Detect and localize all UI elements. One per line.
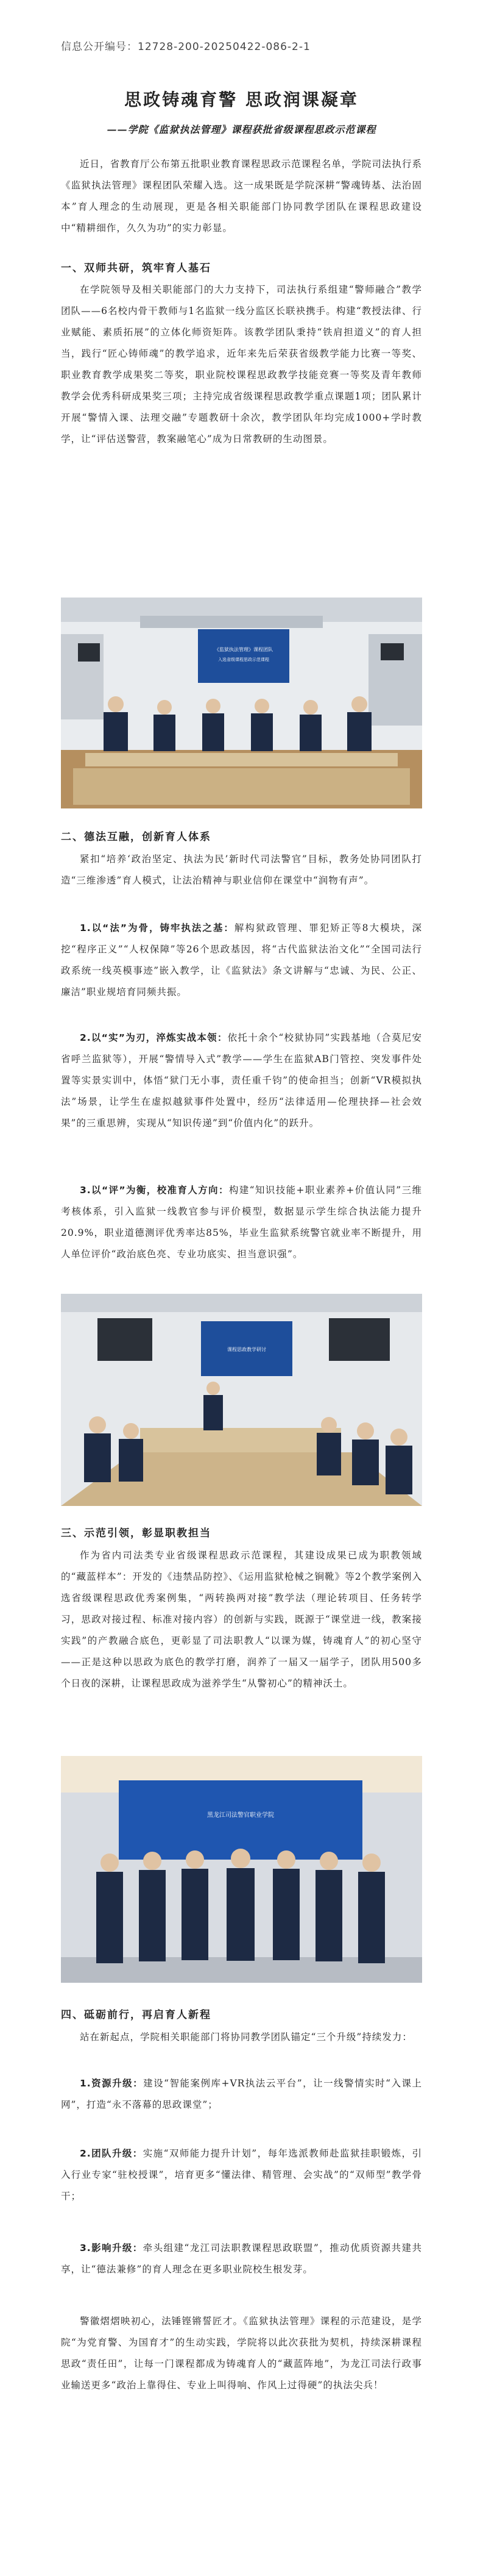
section2-point2: 2.以“实”为刃，淬炼实战本领：依托十余个“校狱协同”实践基地（合莫尼安省呼兰监狱等），开展“警情导入式”教学——学生在监狱AB门管控、突发事件处置等实景实训中，体悟“狱门无小事，责任重千钧”的使命担当；创新“VR模拟执法”场景，让学生在虚拟越狱事件处置中，经历“法律适用—伦理抉择—社会效果”的三重思辨，实现从“知识传递”到“价值内化”的跃升。 xyxy=(61,1032,422,1129)
section4-intro: 站在新起点，学院相关职能部门将协同教学团队锚定“三个升级”持续发力： xyxy=(80,2032,412,2043)
photo-classroom xyxy=(61,1294,422,1506)
section1-heading: 一、双师共研，筑牢育人基石 xyxy=(61,262,211,274)
section2-point1: 1.以“法”为骨，铸牢执法之基：解构狱政管理、罪犯矫正等8大模块，深挖“程序正义”“人权保障”等26个思政基因，将“古代监狱法治文化”“全国司法行政系统一线英模事迹”嵌入教学，让《监狱法》条文讲解与“忠诚、为民、公正、廉洁”职业规培育同频共振。 xyxy=(61,922,422,997)
article-subtitle: ——学院《监狱执法管理》课程获批省级课程思政示范课程 xyxy=(107,124,376,135)
screen-title-3: 黑龙江司法警官职业学院 xyxy=(207,1812,274,1819)
section2-heading: 二、德法互融，创新育人体系 xyxy=(61,831,211,843)
section4-heading: 四、砥砺前行，再启育人新程 xyxy=(61,2009,211,2021)
info-number: 信息公开编号：12728-200-20250422-086-2-1 xyxy=(61,41,311,53)
screen-title-2: 课程思政教学研讨 xyxy=(227,1347,266,1352)
screen-sub-1: 入选省级课程思政示范课程 xyxy=(218,657,269,662)
section1-paragraph: 在学院领导及相关职能部门的大力支持下，司法执行系组建“警师融合”教学团队——6名校内骨干教师与1名监狱一线分监区长联袂携手。构建“教授法律、行业赋能、素质拓展”的立体化师资矩阵。该教学团队秉持“铁肩担道义”的育人担当，践行“匠心铸师魂”的教学追求，近年来先后荣获省级教学能力比赛一等奖、职业教育教学成果奖二等奖，职业院校课程思政教学技能竞赛一等奖及青年教师教学会优秀科研成果奖三项；主持完成省级课程思政教学重点课题1项；团队累计开展“警情入课、法理交融”专题教研十余次，教学团队年均完成1000+学时教学，让“评估送警营，教案融笔心”成为日常教研的生动图景。 xyxy=(61,284,422,444)
article-title: 思政铸魂育警 思政润课凝章 xyxy=(124,90,359,110)
section2-point3: 3.以“评”为衡，校准育人方向：构建“知识技能+职业素养+价值认同”三维考核体系，引入监狱一线教官参与评价模型，数据显示学生综合执法能力提升20.9%，职业道德测评优秀率达85%，毕业生监狱系统警官就业率不断提升，用人单位评价“政治底色亮、专业功底实、担当意识强”。 xyxy=(61,1185,422,1260)
section3-heading: 三、示范引领，彰显职教担当 xyxy=(61,1527,211,1540)
section4-point2: 2.团队升级：实施“双师能力提升计划”，每年选派教师赴监狱挂职锻炼，引入行业专家“驻校授课”，培育更多“懂法律、精管理、会实战”的“双师型”教学骨干； xyxy=(61,2148,422,2202)
intro-paragraph: 近日，省教育厅公布第五批职业教育课程思政示范课程名单，学院司法执行系《监狱执法管理》课程团队荣耀入选。这一成果既是学院深耕“警魂铸基、法治固本”育人理念的生动展现，更是各相关职能部门协同教学团队在课程思政建设中“精耕细作，久久为功”的实力彰显。 xyxy=(61,159,422,234)
section4-point1: 1.资源升级：建设“智能案例库+VR执法云平台”，让一线警情实时“入课上网”，打造“永不落幕的思政课堂”； xyxy=(61,2078,422,2110)
section2-intro: 紧扣“培养‘政治坚定、执法为民’新时代司法警官”目标，教务处协同团队打造“三维渗透”育人模式，让法治精神与职业信仰在课堂中“润物有声”。 xyxy=(61,854,422,886)
screen-title-1: 《监狱执法管理》课程团队 xyxy=(214,647,273,652)
closing-paragraph: 警徽熠熠映初心，法锤铿锵誓匠才。《监狱执法管理》课程的示范建设，是学院“为党育警、为国育才”的生动实践，学院将以此次获批为契机，持续深耕课程思政“责任田”，让每一门课程都成为铸魂育人的“藏蓝阵地”，为龙江司法行政事业输送更多“政治上靠得住、专业上叫得响、作风上过得硬”的执法尖兵！ xyxy=(61,2316,422,2391)
section3-paragraph: 作为省内司法类专业省级课程思政示范课程，其建设成果已成为职教领域的“藏蓝样本”：开发的《违禁品防控》、《运用监狱枪械之锏靴》等2个教学案例入选省级课程思政优秀案例集，“两转换两对接”教学法（理论转项目、任务转学习，思政对接过程、标准对接内容）的创新与实践，既源于“课堂进一线，教案接实践”的产教融合底色，更彰显了司法职教人“以课为媒，铸魂育人”的初心坚守——正是这种以思政为底色的教学打磨，润养了一届又一届学子，团队用500多个日夜的深耕，让课程思政成为滋养学生“从警初心”的精神沃土。 xyxy=(61,1550,422,1689)
photo-team-meeting xyxy=(61,598,422,808)
section4-point3: 3.影响升级：牵头组建“龙江司法职教课程思政联盟”，推动优质资源共建共享，让“德法兼修”的育人理念在更多职业院校生根发芽。 xyxy=(61,2242,422,2275)
photo-group xyxy=(61,1756,422,1983)
